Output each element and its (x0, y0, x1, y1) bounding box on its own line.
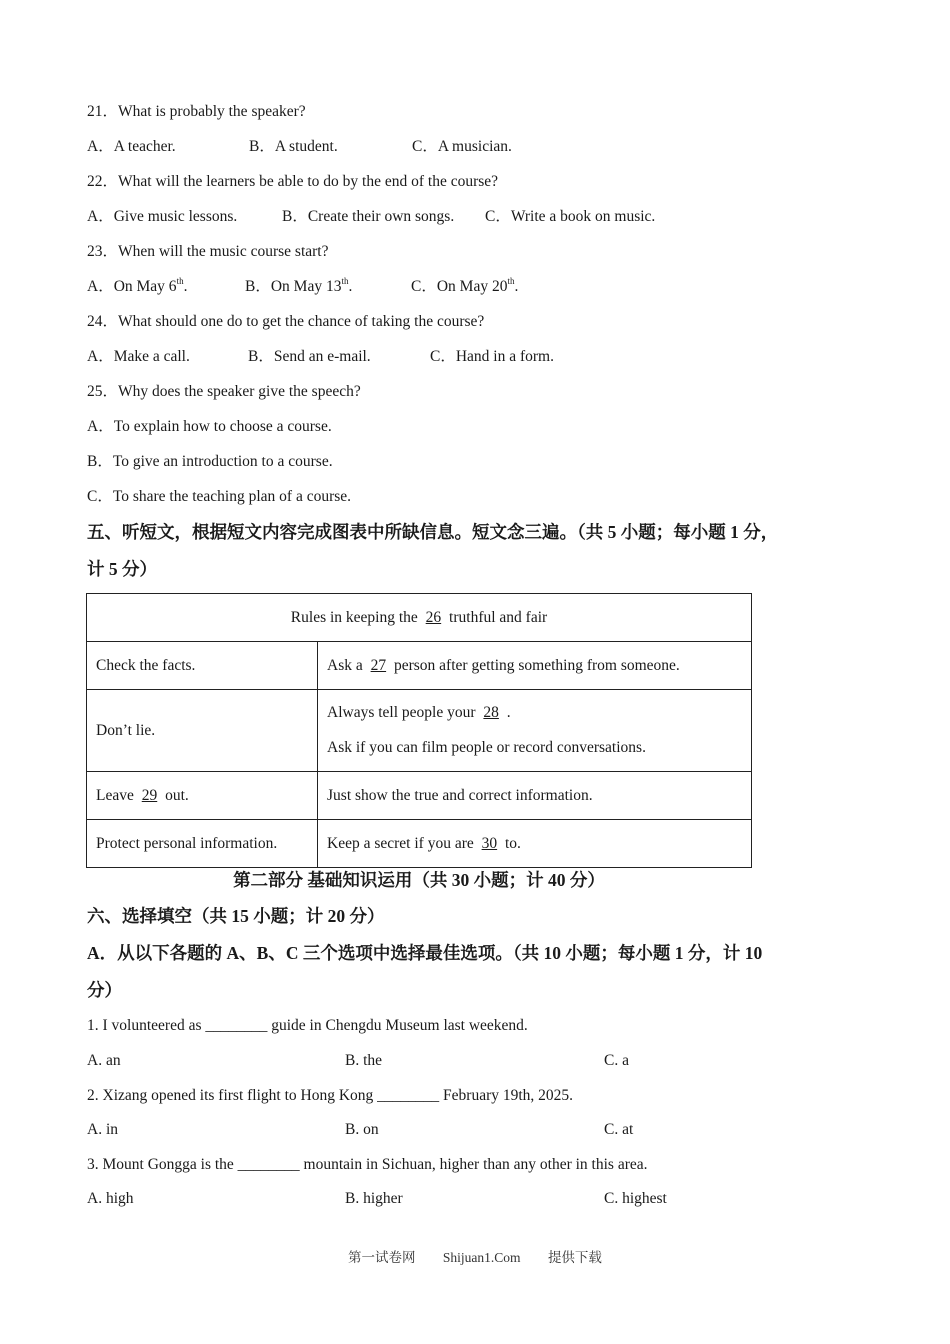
grammar-question-2-stem: 2. Xizang opened its first flight to Hong Kong ________ February 19th, 2025. (87, 1087, 574, 1104)
q22-option-a: A．Give music lessons. (87, 208, 238, 225)
g2-option-b: B. on (345, 1121, 379, 1138)
detail-cell: Always tell people your 28 . Ask if you can film people or record conversations. (318, 690, 752, 772)
g1-option-b: B. the (345, 1052, 383, 1069)
blank-30: 30 (481, 834, 498, 852)
q24-option-a: A．Make a call. (87, 348, 190, 365)
table-row (87, 642, 752, 690)
question-24-stem: 24．What should one do to get the chance of taking the course? (87, 313, 485, 330)
q21-option-b: B．A student. (249, 138, 338, 155)
g3-option-b: B. higher (345, 1190, 403, 1207)
detail-cell: Just show the true and correct information. (318, 772, 752, 820)
page-footer (0, 1246, 950, 1266)
section-6-heading: 六、选择填空（共 15 小题；计 20 分） (87, 906, 385, 926)
q24-option-b: B．Send an e-mail. (248, 348, 371, 365)
table-row (87, 820, 752, 868)
blank-28: 28 (483, 704, 499, 721)
g2-option-a: A. in (87, 1121, 118, 1138)
g3-option-a: A. high (87, 1190, 134, 1207)
table-title-row (87, 594, 752, 642)
table-title: Rules in keeping the 26 truthful and fair (87, 594, 752, 642)
blank-27: 27 (370, 656, 387, 674)
question-22-stem: 22．What will the learners be able to do by the end of the course? (87, 173, 499, 190)
g1-option-c: C. a (604, 1052, 629, 1069)
detail-cell: Keep a secret if you are 30 to. (318, 820, 752, 868)
q23-option-a: A．On May 6th. (87, 276, 188, 295)
question-21-stem: 21．What is probably the speaker? (87, 103, 306, 120)
q22-option-c: C．Write a book on music. (485, 208, 656, 225)
q23-option-b: B．On May 13th. (245, 276, 353, 295)
q21-option-a: A．A teacher. (87, 138, 176, 155)
table-row (87, 690, 752, 772)
section-a-heading-cont: 分） (87, 980, 122, 1000)
g1-option-a: A. an (87, 1052, 121, 1069)
rules-table (86, 593, 752, 868)
table-row (87, 772, 752, 820)
q24-option-c: C．Hand in a form. (430, 348, 554, 365)
rule-cell: Don’t lie. (87, 690, 318, 772)
footer-note: 提供下载 (547, 1250, 602, 1265)
question-23-stem: 23．When will the music course start? (87, 243, 329, 260)
footer-site-en: Shijuan1.Com (442, 1250, 521, 1265)
q23-option-c: C．On May 20th. (411, 276, 519, 295)
q21-option-c: C．A musician. (412, 138, 512, 155)
section-5-heading: 五、听短文，根据短文内容完成图表中所缺信息。短文念三遍。（共 5 小题；每小题 1 分， (87, 522, 779, 542)
rule-cell: Leave 29 out. (87, 772, 318, 820)
q25-option-a: A．To explain how to choose a course. (87, 418, 332, 435)
g2-option-c: C. at (604, 1121, 634, 1138)
q22-option-b: B．Create their own songs. (282, 208, 455, 225)
grammar-question-1-stem: 1. I volunteered as ________ guide in Chengdu Museum last weekend. (87, 1017, 528, 1034)
section-a-heading: A．从以下各题的 A、B、C 三个选项中选择最佳选项。（共 10 小题；每小题 1 分，计 10 (87, 943, 763, 963)
footer-site-cn: 第一试卷网 (348, 1250, 416, 1265)
blank-26: 26 (425, 608, 442, 626)
part-2-heading: 第二部分 基础知识运用（共 30 小题；计 40 分） (233, 870, 605, 890)
q25-option-c: C．To share the teaching plan of a course. (87, 488, 352, 505)
g3-option-c: C. highest (604, 1190, 667, 1207)
q25-option-b: B．To give an introduction to a course. (87, 453, 333, 470)
detail-cell: Ask a 27 person after getting something from someone. (318, 642, 752, 690)
question-25-stem: 25．Why does the speaker give the speech? (87, 383, 361, 400)
section-5-heading-cont: 计 5 分） (87, 559, 157, 579)
grammar-question-3-stem: 3. Mount Gongga is the ________ mountain in Sichuan, higher than any other in this area. (87, 1156, 648, 1173)
blank-29: 29 (141, 786, 158, 804)
rule-cell: Protect personal information. (87, 820, 318, 868)
rule-cell: Check the facts. (87, 642, 318, 690)
